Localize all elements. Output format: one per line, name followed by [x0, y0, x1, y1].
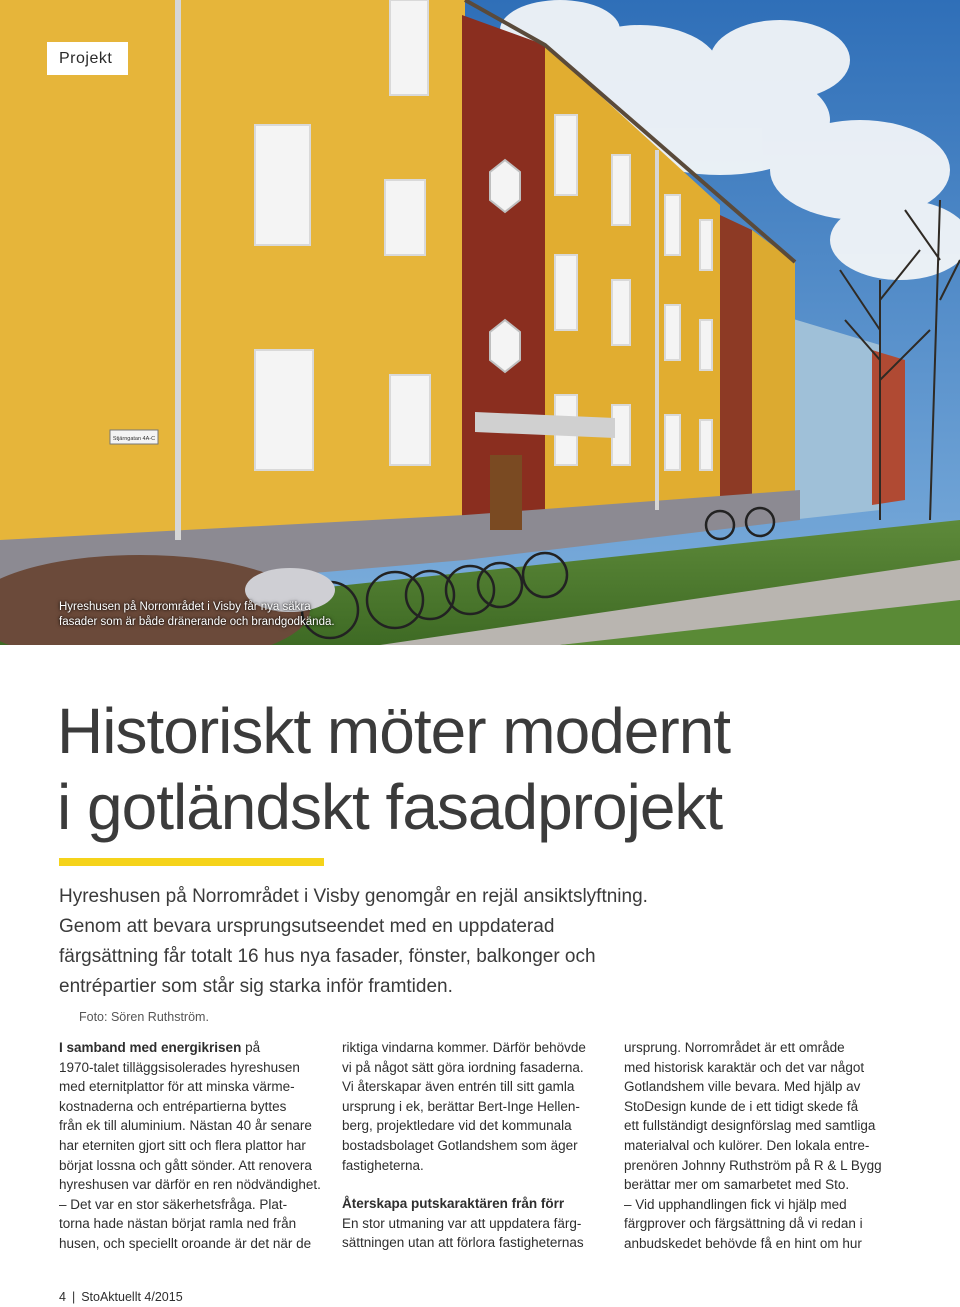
- body-line: ett fullständigt designförslag med samtliga: [624, 1118, 876, 1134]
- body-line: – Vid upphandlingen fick vi hjälp med: [624, 1196, 847, 1212]
- body-line: Vi återskapar även entrén till sitt gamla: [342, 1079, 575, 1095]
- photo-caption-line: fasader som är både dränerande och brandgodkända.: [59, 616, 335, 628]
- headline-line-2: i gotländskt fasadprojekt: [57, 771, 723, 843]
- body-line: husen, och speciellt oroande är det när de: [59, 1235, 312, 1251]
- footer-separator: |: [71, 1290, 76, 1304]
- body-line: torna hade nästan börjat ramla ned från: [59, 1216, 297, 1232]
- entrance-door: [490, 455, 522, 530]
- body-line: vi på något sätt göra iordning fasaderna.: [342, 1059, 584, 1075]
- headline: [57, 693, 937, 845]
- photo-caption-line: Hyreshusen på Norrområdet i Visby får nya säkra: [59, 601, 311, 613]
- body-line: fastigheterna.: [342, 1157, 424, 1173]
- page-footer: [59, 1290, 183, 1304]
- building-illustration: [0, 0, 960, 645]
- body-column-1: [59, 1038, 331, 1254]
- body-line: StoDesign kunde de i ett tidigt skede få: [624, 1098, 859, 1114]
- lead-line: Genom att bevara ursprungsutseendet med en uppdaterad: [59, 916, 555, 937]
- body-line: med eternitplattor för att minska värme-: [59, 1079, 295, 1095]
- body-column-2: [342, 1038, 614, 1253]
- page-number: 4: [59, 1290, 66, 1304]
- street-sign-text: Stjärngatan 4A-C: [112, 436, 156, 442]
- body-line: riktiga vindarna kommer. Därför behövde: [342, 1040, 586, 1055]
- lead-line: färgsättning får totalt 16 hus nya fasader, fönster, balkonger och: [59, 946, 596, 967]
- body-line: 1970-talet tilläggsisolerades hyreshusen: [59, 1059, 300, 1075]
- lead-line-text: entrépartier som står sig starka inför framtiden.: [59, 976, 453, 997]
- body-line: ursprung. Norrområdet är ett område: [624, 1040, 845, 1055]
- body-line: bostadsbolaget Gotlandshem som äger: [342, 1137, 578, 1153]
- body-line: materialval och kulörer. Den lokala entre-: [624, 1137, 870, 1153]
- body-line: berättar mer om samarbetet med Sto.: [624, 1177, 850, 1193]
- publication-name: StoAktuellt 4/2015: [81, 1290, 183, 1304]
- section-tag: Projekt: [47, 42, 128, 75]
- body-line: ursprung i ek, berättar Bert-Inge Hellen-: [342, 1098, 580, 1114]
- photo-credit: Foto: Sören Ruthström.: [79, 1010, 209, 1024]
- body-line: sättningen utan att förlora fastigheternas: [342, 1235, 584, 1251]
- street-sign: [110, 430, 158, 444]
- body-line: anbudskedet behövde få en hint om hur: [624, 1235, 862, 1251]
- body-line: kostnaderna och entrépartierna byttes: [59, 1098, 287, 1114]
- body-line: prenören Johnny Ruthström på R & L Bygg: [624, 1157, 882, 1173]
- body-column-3: [624, 1038, 896, 1254]
- body-line: hyreshusen var därför en ren nödvändighet.: [59, 1177, 321, 1193]
- intro-rest: på: [241, 1040, 261, 1055]
- accent-bar: [59, 858, 324, 866]
- hero-photo: [0, 0, 960, 645]
- lead-paragraph: [59, 882, 919, 1032]
- blue-building: [790, 318, 880, 520]
- lead-line-last: [59, 972, 919, 1032]
- intro-bold: I samband med energikrisen: [59, 1040, 242, 1055]
- body-line: med historisk karaktär och det var något: [624, 1059, 865, 1075]
- body-line: – Det var en stor säkerhetsfråga. Plat-: [59, 1196, 288, 1212]
- body-line: har eterniten gjort sitt och flera plattor har: [59, 1137, 306, 1153]
- photo-caption: [59, 600, 359, 630]
- body-line: En stor utmaning var att uppdatera färg-: [342, 1215, 582, 1231]
- subheading: Återskapa putskaraktären från förr: [342, 1196, 565, 1212]
- body-line: berg, projektledare vid det kommunala: [342, 1118, 572, 1134]
- body-line: Gotlandshem ville bevara. Med hjälp av: [624, 1079, 861, 1095]
- headline-line-1: Historiskt möter modernt: [57, 695, 731, 767]
- body-line: färgprover och färgsättning då vi redan i: [624, 1216, 863, 1232]
- body-line: börjat lossna och gått sönder. Att renovera: [59, 1157, 312, 1173]
- body-line: från ek till aluminium. Nästan 40 år senare: [59, 1118, 312, 1134]
- lead-line: Hyreshusen på Norrområdet i Visby genomgår en rejäl ansiktslyftning.: [59, 886, 648, 907]
- body-line: [59, 1038, 331, 1058]
